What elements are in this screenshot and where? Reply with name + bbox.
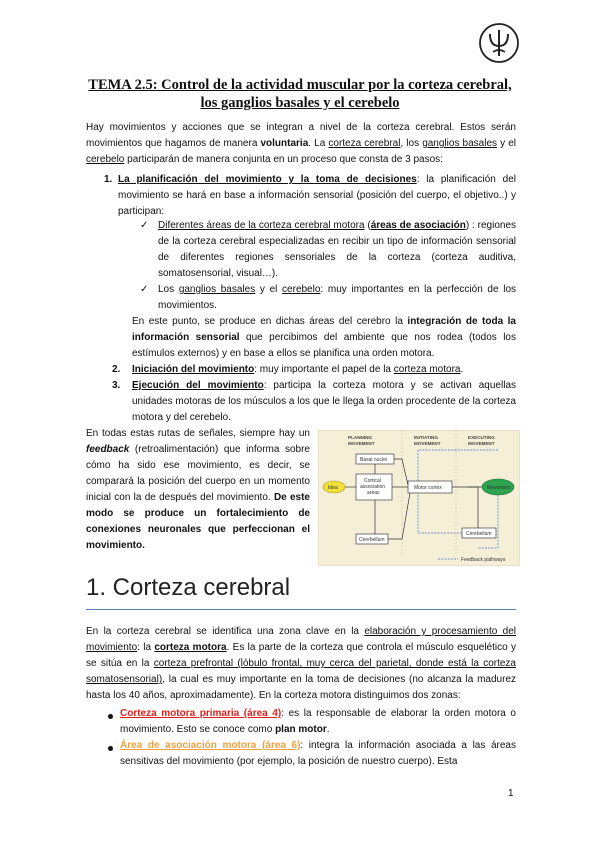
diagram-idea-label: Idea	[328, 485, 338, 491]
bullet-basal-cerebellum: Los ganglios basales y el cerebelo: muy importantes en la perfección de los movimientos.	[158, 284, 517, 311]
diagram-cortical-label-3: areas	[367, 490, 380, 496]
diagram-cortical-label-1: Cortical	[364, 478, 381, 484]
step-2-number: 2.	[112, 364, 121, 375]
diagram-movement-label: Movement	[487, 485, 511, 491]
zone-association-motor: Área de asociación motora (área 6): integra la información asociada a las áreas sensitivas del movimiento (por ejemplo, la posición de nuestro cuerpo). Esta	[120, 740, 516, 767]
title-line-2: los ganglios basales y el cerebelo	[200, 95, 400, 111]
section-heading-rule	[86, 609, 516, 610]
diagram-col2-header-b: MOVEMENT	[414, 441, 441, 446]
diagram-col2-header: INITIATING	[414, 435, 438, 440]
intro-paragraph: Hay movimientos y acciones que se integran a nivel de la corteza cerebral. Estos serán movimientos que hagamos de manera voluntaria. La corteza cerebral, los ganglios basales y el cerebelo participarán de manera conjunta en un proceso que consta de 3 pasos:	[86, 122, 516, 165]
integration-paragraph: En este punto, se produce en dichas áreas del cerebro la integración de toda la información sensorial que percibimos del ambiente que nos rodea (todos los estímulos externos) y en base a ellos se planifica una orden motora.	[132, 316, 516, 359]
step-3-text: Ejecución del movimiento: participa la corteza motora y se activan aquellas unidades motoras de los músculos a los que le llega la orden procedente de la corteza motora y del cerebelo.	[132, 380, 516, 423]
diagram-cerebellum-label-2: Cerebellum	[466, 531, 492, 537]
bullet-association-areas: Diferentes áreas de la corteza cerebral motora (áreas de asociación) : regiones de la corteza cerebral especializadas en recibir un tipo de información sensorial de diferentes regiones sensoriales de la corteza (corteza auditiva, somatosensorial, visual…).	[158, 220, 517, 279]
title-line-1: TEMA 2.5: Control de la actividad muscular por la corteza cerebral,	[88, 77, 512, 93]
feedback-paragraph: En todas estas rutas de señales, siempre hay un feedback (retroalimentación) que informa sobre cómo ha sido ese movimiento, es decir, se comparará la posición del cuerpo en un momento inicial con la de después del movimiento. De este modo se produce un fortalecimiento de conexiones neuronales que perfeccionan el movimiento.	[86, 428, 310, 551]
check-icon: ✓	[140, 220, 149, 231]
diagram-cerebellum-label-1: Cerebellum	[359, 537, 385, 543]
bullet-dot-icon	[108, 714, 113, 719]
motor-control-diagram	[318, 430, 520, 566]
zone-primary-motor: Corteza motora primaria (área 4): es la responsable de elaborar la orden motora o movimiento. Esto se conoce como plan motor.	[120, 708, 516, 735]
bullet-dot-icon	[108, 746, 113, 751]
page-number: 1	[508, 788, 514, 799]
diagram-cortical-label-2: association	[360, 484, 386, 490]
step-1-number: 1.	[104, 174, 113, 185]
diagram-feedback-legend: Feedback pathways	[461, 557, 506, 563]
diagram-col3-header-b: MOVEMENT	[468, 441, 495, 446]
diagram-basal-label: Basal nuclei	[360, 457, 387, 463]
diagram-col3-header: EXECUTING	[468, 435, 495, 440]
diagram-motor-label: Motor cortex	[414, 485, 442, 491]
diagram-background	[318, 430, 520, 566]
step-3-number: 3.	[112, 380, 121, 391]
diagram-col1-header: PLANNING	[348, 435, 372, 440]
check-icon: ✓	[140, 284, 149, 295]
step-2-text: Iniciación del movimiento: muy importante el papel de la corteza motora.	[132, 364, 464, 375]
page-title	[70, 76, 530, 112]
university-logo-icon	[478, 22, 520, 64]
section-heading: 1. Corteza cerebral	[86, 574, 291, 601]
step-1-text: La planificación del movimiento y la toma de decisiones: la planificación del movimiento se hará en base a información sensorial (posición del cuerpo, el objetivo..) y participan:	[118, 174, 516, 217]
cortex-paragraph: En la corteza cerebral se identifica una zona clave en la elaboración y procesamiento del movimiento: la corteza motora. Es la parte de la corteza que controla el músculo esquelético y se sitúa en la corteza prefrontal (lóbulo frontal, muy cerca del parietal, donde está la corteza somatosensorial), la cual es muy importante en la toma de decisiones (no alcanza la madurez hasta los 40 años, aproximadamente). En la corteza motora distinguimos dos zonas:	[86, 626, 517, 701]
diagram-col1-header-b: MOVEMENT	[348, 441, 375, 446]
